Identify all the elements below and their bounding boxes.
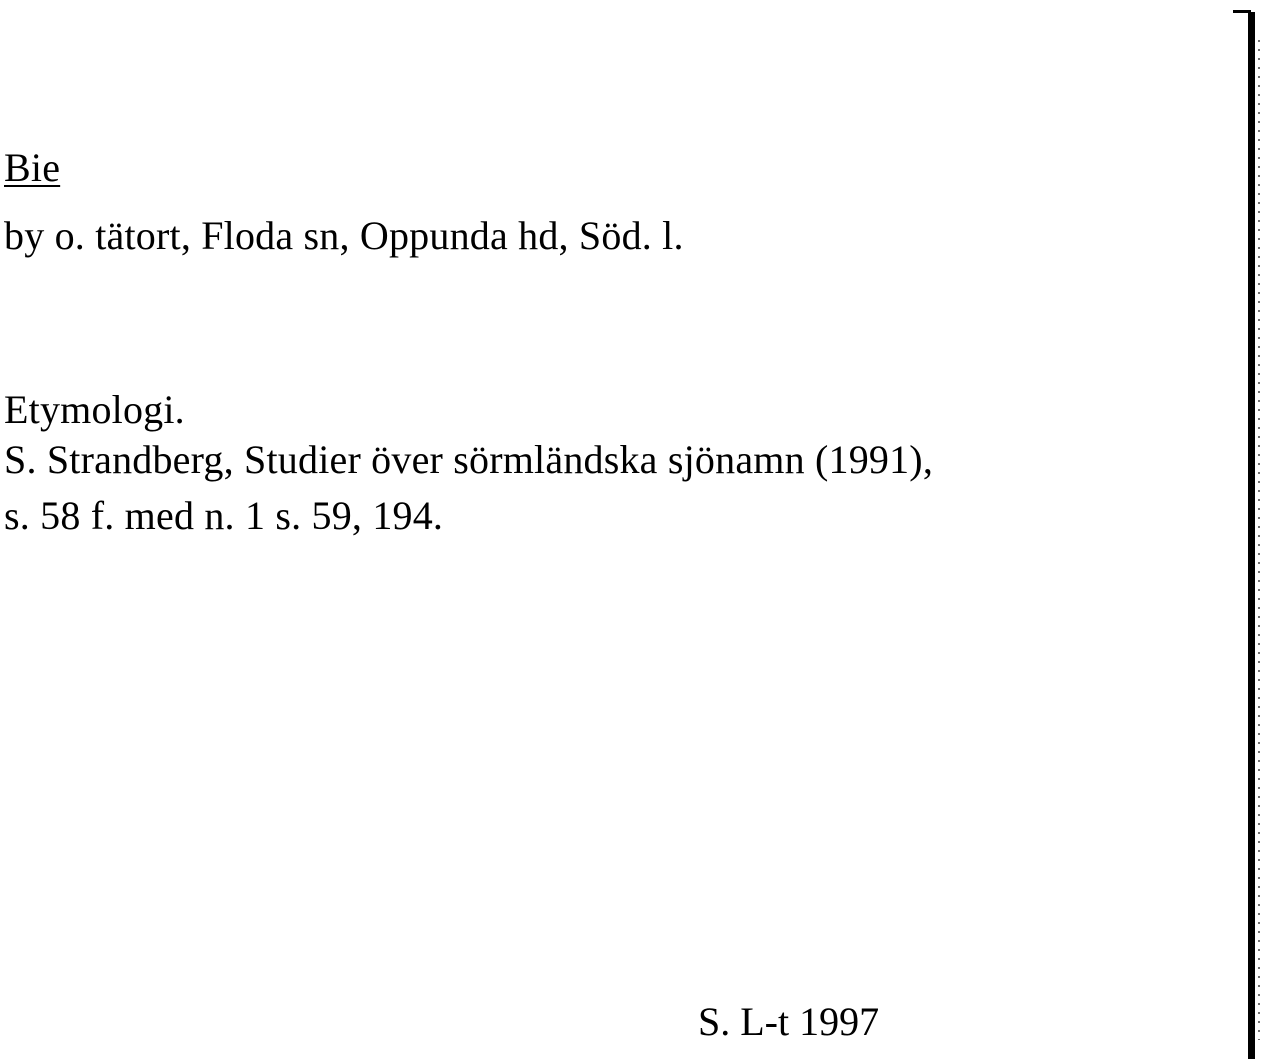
- author-signature: S. L-t 1997: [698, 999, 880, 1044]
- scan-noise: [1258, 40, 1260, 1040]
- card-edge-border: [1248, 12, 1255, 1059]
- etymology-heading: Etymologi.: [4, 387, 185, 432]
- location-description: by o. tätort, Floda sn, Oppunda hd, Söd. l.: [4, 213, 684, 258]
- reference-line: S. Strandberg, Studier över sörmländska sjönamn (1991),: [4, 437, 934, 482]
- reference-line: s. 58 f. med n. 1 s. 59, 194.: [4, 493, 444, 538]
- headword: Bie: [4, 145, 61, 190]
